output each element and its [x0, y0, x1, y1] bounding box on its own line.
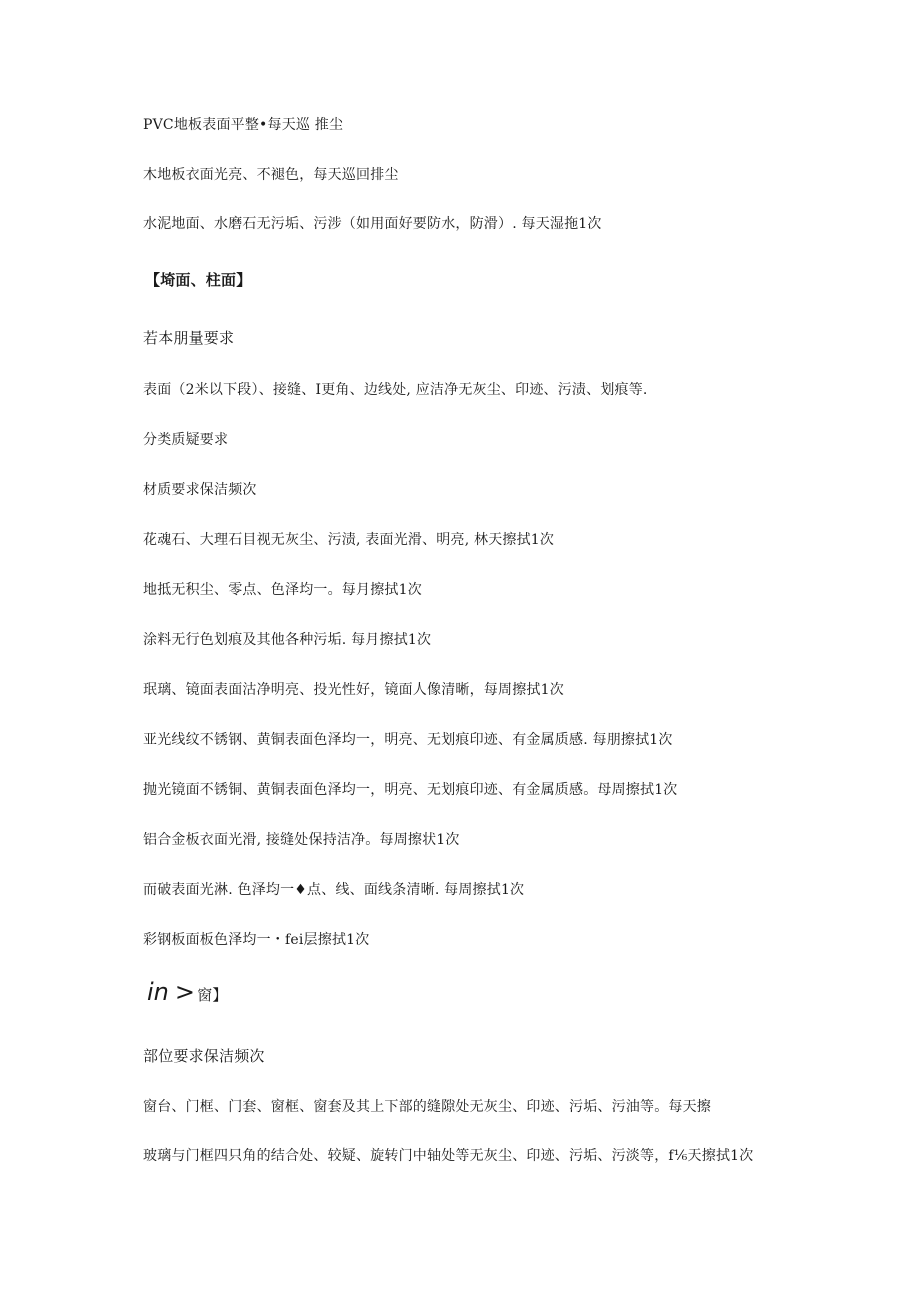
subheading-location-requirements: 部位要求保洁频次 — [143, 1047, 265, 1065]
text-line-11: 涂料无行色划痕及其他各种污垢. 每月擦拭1次 — [143, 632, 432, 648]
heading-glyph-left: in — [147, 978, 169, 1006]
heading-glyph-right: 窗】 — [197, 986, 228, 1004]
text-line-17: 彩钢板面板色泽均一・fei层擦拭1次 — [143, 932, 370, 948]
section-heading-windows — [147, 978, 228, 1009]
section-heading-wall: 【埼面、柱面】 — [145, 271, 252, 289]
text-line-2: 木地板衣面光亮、不褪色，每天巡回排尘 — [143, 167, 399, 183]
subheading-basic-requirements: 若本朋量要求 — [143, 329, 235, 347]
text-line-windowsill: 窗台、门框、门套、窗框、窗套及其上下部的缝隙处无灰尘、印迹、污垢、污油等。每天擦 — [143, 1099, 711, 1115]
text-line-16: 而破表面光淋. 色泽均一♦点、线、面线条清晰. 每周擦拭1次 — [143, 882, 525, 898]
text-line-8: 材质要求保洁频次 — [143, 482, 257, 498]
text-line-10: 地抵无积尘、零点、色泽均一。每月擦拭1次 — [143, 582, 422, 598]
text-line-3: 水泥地面、水磨石无污垢、污涉（如用面好要防水，防滑）. 每天湿拖1次 — [143, 216, 602, 232]
text-line-14: 抛光镜面不锈铜、黄铜表面色泽均一，明亮、无划痕印迹、有金属质感。母周擦拭1次 — [143, 782, 678, 798]
text-line-7: 分类质疑要求 — [143, 432, 229, 448]
heading-glyph-arrow: > — [174, 978, 196, 1006]
text-line-9: 花魂石、大理石目视无灰尘、污渍, 表面光滑、明亮, 林天擦拭1次 — [143, 532, 555, 548]
text-line-15: 铝合金板衣面光滑, 接缝处保持洁净。每周擦状1次 — [143, 832, 460, 848]
text-line-12: 珉璃、镜面表面沽净明亮、投光性好，镜面人像清晰，每周擦拭1次 — [143, 682, 564, 698]
text-line-glass-door: 玻璃与门框四只角的结合处、较疑、旋转门中轴处等无灰尘、印迹、污垢、污淡等，f⅙天擦拭1次 — [143, 1148, 754, 1164]
text-line-13: 亚光线纹不锈钢、黄铜表面色泽均一，明亮、无划痕印迹、有金属质感. 每朋擦拭1次 — [143, 732, 673, 748]
text-line-1: PVC地板表面平整•每天巡 推尘 — [143, 117, 344, 133]
text-line-6: 表面（2米以下段）、接缝、I更角、边线处, 应洁净无灰尘、印迹、污渍、划痕等. — [143, 382, 648, 398]
